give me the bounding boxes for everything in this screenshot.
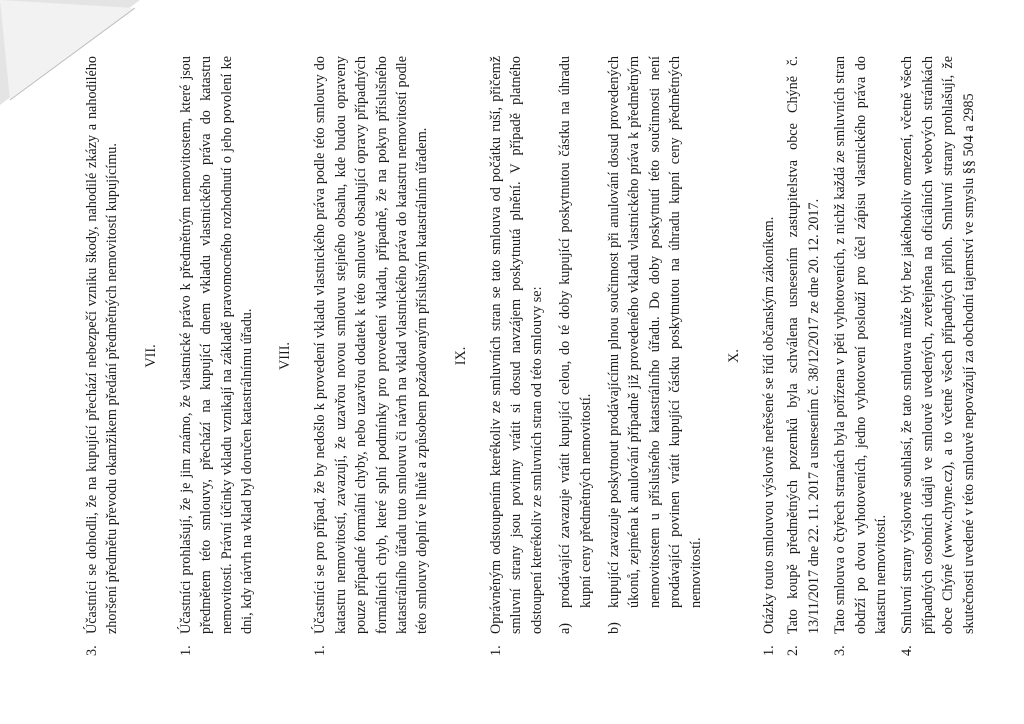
clause-x-4 [897, 56, 979, 656]
clause-number: 1. [312, 645, 329, 656]
subclause-text: prodávající zavazuje vrátit kupující celou, do té doby kupující poskytnutou částku na úhradu kupní ceny předmětných nemovitostí. [557, 56, 594, 608]
clause-ix-1 [486, 56, 547, 656]
section-heading-vii: VII. [142, 344, 159, 368]
clause-3 [82, 56, 123, 656]
section-heading-ix: IX. [452, 346, 469, 366]
clause-number: 2. [785, 645, 802, 656]
subclause-a [555, 56, 596, 634]
clause-number: 1. [177, 645, 194, 656]
section-heading-x: X. [725, 349, 742, 363]
clause-vii-1 [176, 56, 258, 656]
subclause-letter: a) [557, 622, 574, 634]
clause-number: 3. [84, 645, 100, 656]
clause-text: Otázky touto smlouvou výslovně neřešené se řídí občanským zákoníkem. [760, 216, 777, 634]
clause-text: Tato smlouva o čtyřech stranách byla pořízena v pěti vyhotoveních, z nichž každá ze smluvních stran obdrží po dvou vyhotoveních, jedno vyhotovení poslouží pro účel zápisu vlastnického práva do katastru nemovitostí. [832, 56, 889, 634]
rotated-document-page [82, 56, 977, 656]
clause-text: Oprávněným odstoupením kterékoliv ze smluvních stran se tato smlouva od počátku ruší, přičemž smluvní strany jsou povinny vrátit si dosud navzájem poskytnutá plnění. V případě platného odstoupení kterékoliv ze smluvních stran od této smlouvy se: [487, 56, 545, 634]
clause-text: Smluvní strany výslovně souhlasí, že tato smlouva může být bez jakéhokoliv omezení, včetně všech případných osobních údajů ve smlouvě uvedených, zveřejněna na oficiálních webových stránkách obce Chýně (www.chyne.cz), a to včetně všech případných příloh. Smluvní strany prohlašují, že skutečnosti uvedené v této smlouvě nepovažují za obchodní tajemství ve smyslu §§ 504 a 2985 [899, 56, 977, 634]
clause-text: Účastníci se pro případ, že by nedošlo k provedení vkladu vlastnického práva podle této smlouvy do katastru nemovitostí, zavazují, že uzavřou novou smlouvu stejného obsahu, kde budou opraveny pouze případné formální chyby, nebo uzavřou dodatek k této smlouvě obsahující opravy případných formálních chyb, které splní podmínky pro provedení vkladu, případně, že na pokyn příslušného katastrálního úřadu tuto smlouvu či návrh na vklad vlastnického práva do katastru nemovitostí podle této smlouvy doplní ve lhůtě a způsobem požadovaným příslušným katastrálním úřadem. [312, 56, 431, 634]
clause-number: 3. [832, 645, 849, 656]
clause-number: 4. [899, 645, 916, 656]
clause-text: Účastníci prohlašují, že je jim známo, že vlastnické právo k předmětným nemovitostem, které jsou předmětem této smlouvy, přechází na kupující dnem vkladu vlastnického práva do katastru nemovitostí. Právní účinky vkladu vznikají na základě pravomocného rozhodnutí o jeho povolení ke dni, kdy návrh na vklad byl doručen katastrálnímu úřadu. [177, 56, 256, 634]
clause-x-3 [830, 56, 891, 656]
clause-number: 1. [760, 645, 777, 656]
clause-viii-1 [310, 56, 432, 656]
clause-x-2 [783, 56, 824, 656]
subclause-text: kupující zavazuje poskytnout prodávajícímu plnou součinnost při anulování dosud provedených úkonů, zejména k anulování případně již provedeného vkladu vlastnického práva k předmětným nemovitostem u příslušného katastrálního úřadu. Do doby poskytnutí této součinnosti není prodávající povinen vrátit kupující částku poskytnutou na úhradu kupní ceny předmětných nemovitostí. [605, 56, 704, 608]
clause-number: 1. [487, 645, 504, 656]
clause-text: Tato koupě předmětných pozemků byla schválena usnesením zastupitelstva obce Chýně č. 13/11/2017 dne 22. 11. 2017 a usnesením č. 38/12/2017 ze dne 20. 12. 2017. [785, 56, 822, 634]
section-heading-viii: VIII. [277, 342, 294, 370]
subclause-b [604, 56, 706, 634]
clause-text: Účastníci se dohodli, že na kupující přechází nebezpečí vzniku škody, nahodilé zkázy a nahodilého zhoršení předmětu převodu okamžikem předání předmětných nemovitostí kupujícímu. [84, 56, 121, 634]
subclause-letter: b) [605, 622, 622, 634]
clause-x-1 [759, 56, 779, 656]
